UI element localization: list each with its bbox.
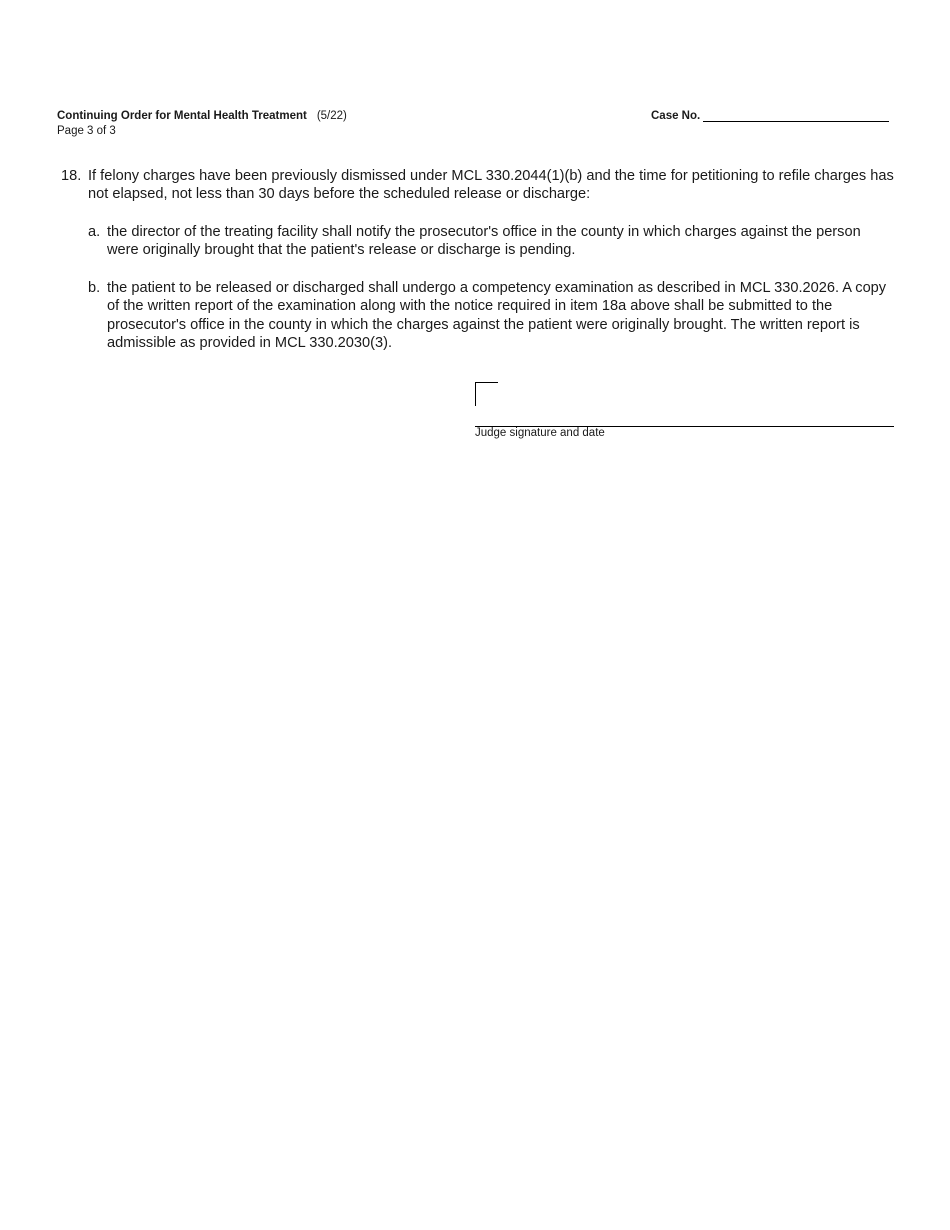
- page-number: Page 3 of 3: [57, 125, 116, 137]
- item-18b-letter: b.: [88, 280, 101, 296]
- item-18b: [88, 279, 896, 353]
- case-no-label: Case No.: [651, 110, 701, 122]
- item-18a: [88, 223, 896, 260]
- judge-signature-label: Judge signature and date: [475, 427, 605, 439]
- form-header: [57, 109, 347, 139]
- form-title: Continuing Order for Mental Health Treatment: [57, 110, 307, 122]
- signature-corner-mark: [475, 382, 498, 406]
- item-18-text: If felony charges have been previously dismissed under MCL 330.2044(1)(b) and the time for petitioning to refile charges has not elapsed, not less than 30 days before the scheduled release or discharge:: [88, 168, 894, 203]
- form-revision: (5/22): [316, 110, 347, 122]
- case-number-block: [651, 109, 889, 124]
- item-18: [61, 167, 895, 204]
- item-18b-text: the patient to be released or discharged shall undergo a competency examination as described in MCL 330.2026. A copy of the written report of the examination along with the notice required in item 18a above shall be submitted to the prosecutor's office in the county in which the charges against the patient were originally brought. The written report is admissible as provided in MCL 330.2030(3).: [107, 280, 887, 352]
- item-18-number: 18.: [61, 168, 82, 184]
- item-18a-letter: a.: [88, 224, 101, 240]
- item-18a-text: the director of the treating facility shall notify the prosecutor's office in the county in which charges against the person were originally brought that the patient's release or discharge is pending.: [107, 224, 861, 259]
- case-no-field[interactable]: [703, 109, 889, 122]
